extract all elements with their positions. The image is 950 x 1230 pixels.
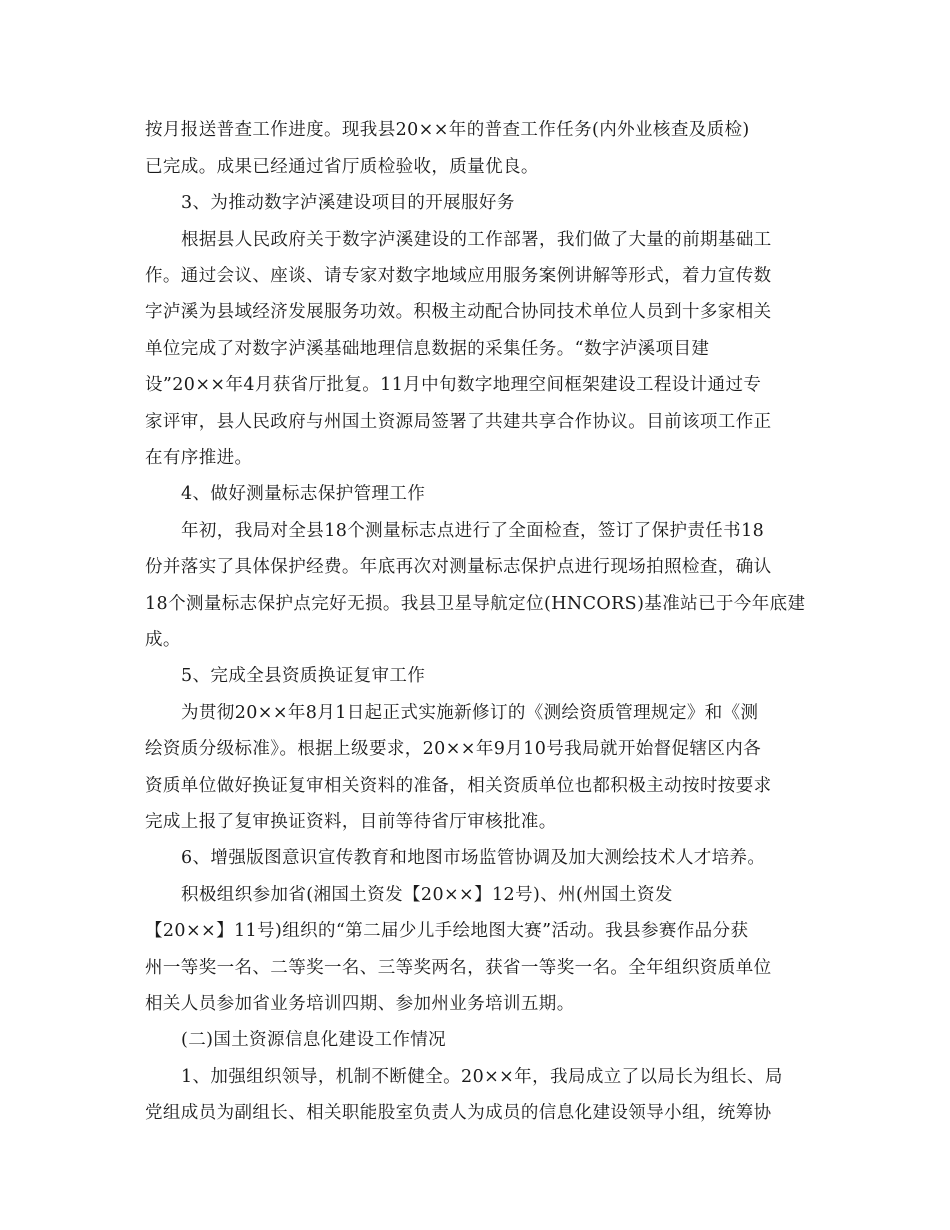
text-line: 年初，我局对全县18个测量标志点进行了全面检查，签订了保护责任书18 [181, 521, 765, 541]
text-line: 单位完成了对数字泸溪基础地理信息数据的采集任务。“数字泸溪项目建 [145, 339, 710, 359]
text-line: 字泸溪为县域经济发展服务功效。积极主动配合协同技术单位人员到十多家相关 [145, 302, 772, 322]
text-line: 绘资质分级标准》。根据上级要求，20××年9月10号我局就开始督促辖区内各 [145, 739, 762, 759]
section-heading: (二)国土资源信息化建设工作情况 [181, 1030, 447, 1050]
section-heading: 3、为推动数字泸溪建设项目的开展服好务 [181, 193, 515, 213]
text-line: 【20××】11号)组织的“第二届少儿手绘地图大赛”活动。我县参赛作品分获 [145, 921, 749, 941]
text-line: 份并落实了具体保护经费。年底再次对测量标志保护点进行现场拍照检查，确认 [145, 557, 772, 577]
text-line: 完成上报了复审换证资料，目前等待省厅审核批准。 [145, 812, 557, 832]
text-line: 按月报送普查工作进度。现我县20××年的普查工作任务(内外业核查及质检) [145, 120, 750, 140]
section-heading: 4、做好测量标志保护管理工作 [181, 484, 426, 504]
text-line: 18个测量标志保护点完好无损。我县卫星导航定位(HNCORS)基准站已于今年底建 [145, 594, 806, 614]
text-line: 根据县人民政府关于数字泸溪建设的工作部署，我们做了大量的前期基础工 [181, 230, 772, 250]
text-line: 积极组织参加省(湘国土资发【20××】12号)、州(州国土资发 [181, 885, 673, 905]
text-line: 为贯彻20××年8月1日起正式实施新修订的《测绘资质管理规定》和《测 [181, 703, 759, 723]
text-line: 资质单位做好换证复审相关资料的准备，相关资质单位也都积极主动按时按要求 [145, 776, 772, 796]
text-line: 在有序推进。 [145, 448, 253, 468]
text-line: 设”20××年4月获省厅批复。11月中旬数字地理空间框架建设工程设计通过专 [145, 375, 762, 395]
text-line: 已完成。成果已经通过省厅质检验收，质量优良。 [145, 157, 539, 177]
text-line: 党组成员为副组长、相关职能股室负责人为成员的信息化建设领导小组，统筹协 [145, 1103, 772, 1123]
text-line: 家评审，县人民政府与州国土资源局签署了共建共享合作协议。目前该项工作正 [145, 412, 772, 432]
text-line: 作。通过会议、座谈、请专家对数字地域应用服务案例讲解等形式，着力宣传数 [145, 266, 772, 286]
text-line: 相关人员参加省业务培训四期、参加州业务培训五期。 [145, 994, 575, 1014]
text-line: 州一等奖一名、二等奖一名、三等奖两名，获省一等奖一名。全年组织资质单位 [145, 958, 772, 978]
section-heading: 6、增强版图意识宣传教育和地图市场监管协调及加大测绘技术人才培养。 [181, 848, 766, 868]
text-line: 成。 [145, 630, 181, 650]
text-line: 1、加强组织领导，机制不断健全。20××年，我局成立了以局长为组长、局 [181, 1067, 783, 1087]
section-heading: 5、完成全县资质换证复审工作 [181, 666, 426, 686]
